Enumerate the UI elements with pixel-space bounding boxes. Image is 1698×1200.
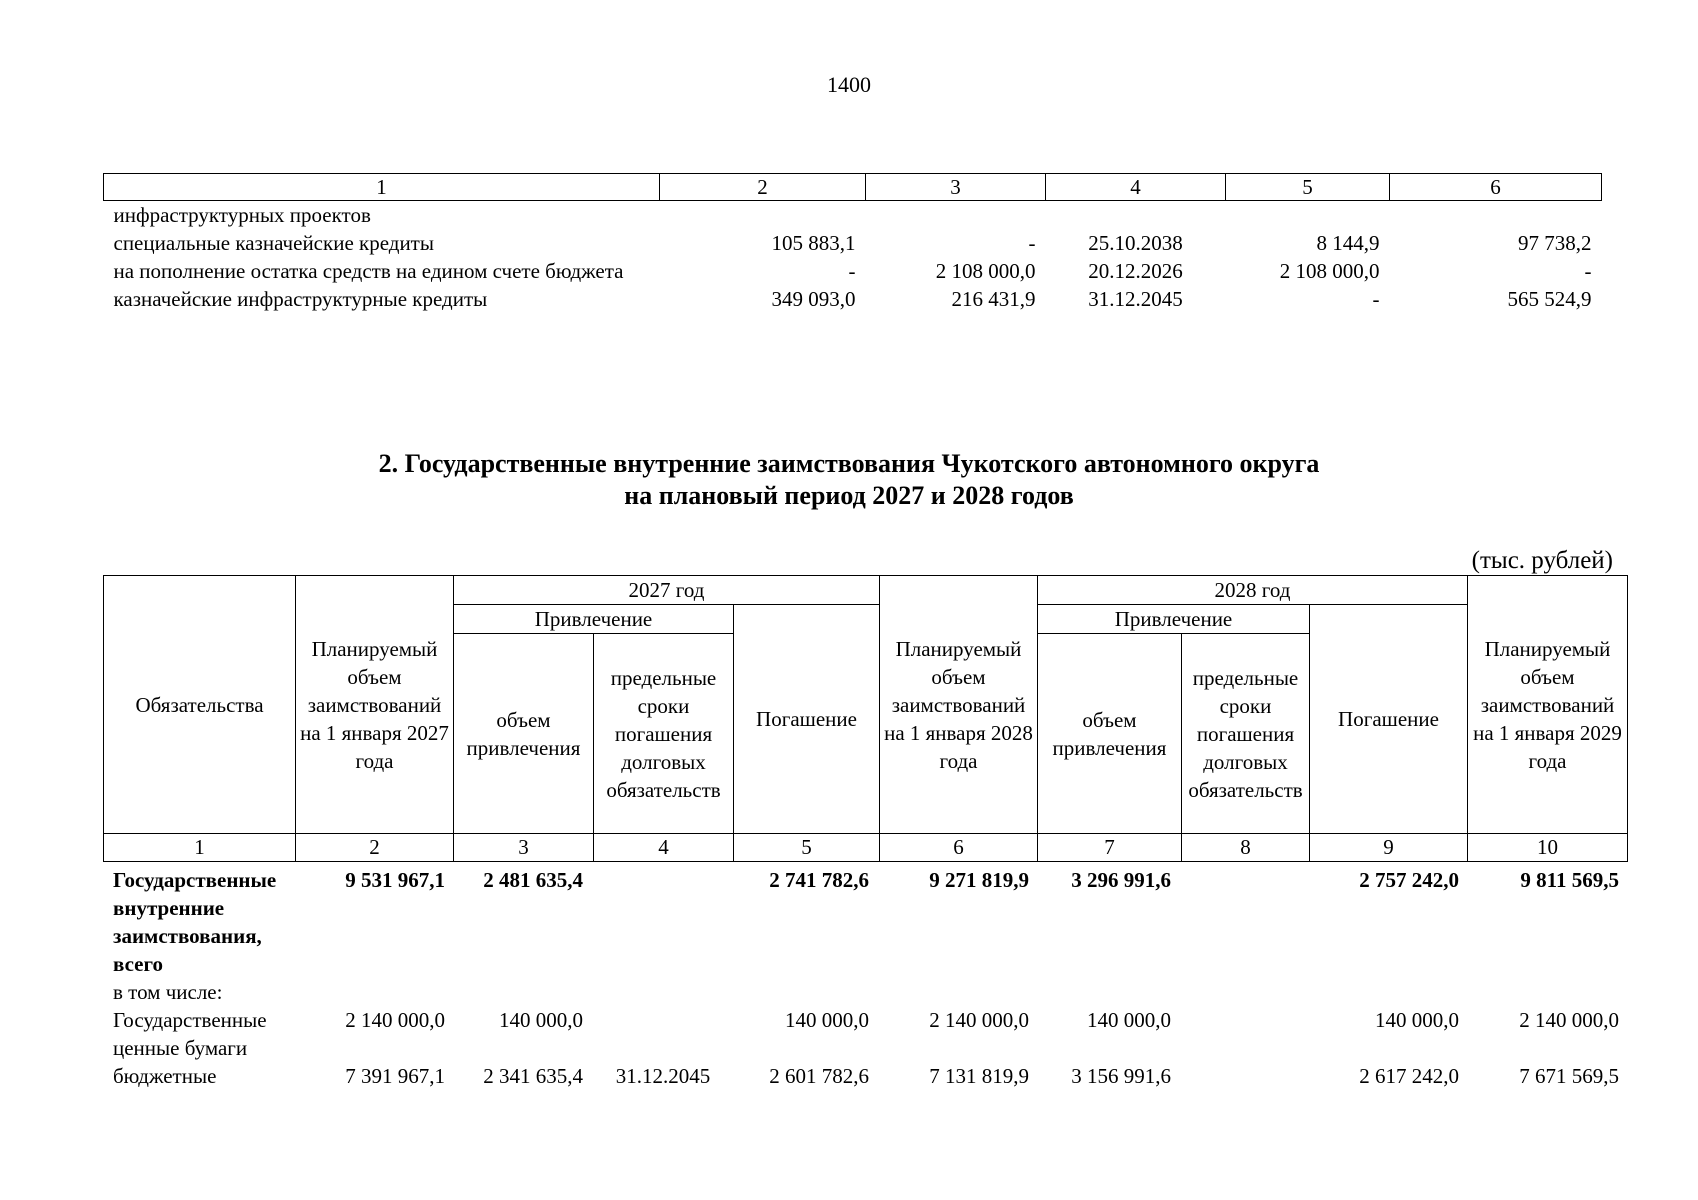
continuation-table xyxy=(103,173,1602,313)
column-number: 10 xyxy=(1468,834,1628,862)
cell xyxy=(733,978,879,1006)
table-row xyxy=(104,285,1602,313)
table-row xyxy=(103,1006,1627,1062)
cell xyxy=(1390,201,1602,230)
header-attraction-2027: Привлечение xyxy=(454,605,734,634)
cell xyxy=(1181,862,1309,978)
cell: 2 108 000,0 xyxy=(935,259,1036,283)
cell: 2 140 000,0 xyxy=(1519,1008,1619,1032)
cell xyxy=(593,862,733,978)
header-repayment-2027: Погашение xyxy=(734,605,880,834)
cell: 565 524,9 xyxy=(1507,287,1592,311)
row-label: Государственные ценные бумаги xyxy=(113,1008,267,1060)
header-attraction-2028: Привлечение xyxy=(1038,605,1310,634)
cell: 25.10.2038 xyxy=(1088,231,1183,255)
cell xyxy=(1181,978,1309,1006)
cell xyxy=(593,978,733,1006)
cell: 9 271 819,9 xyxy=(929,868,1029,892)
cell: 9 531 967,1 xyxy=(345,868,445,892)
cell: 9 811 569,5 xyxy=(1520,868,1619,892)
cell: 97 738,2 xyxy=(1518,231,1592,255)
cell: 140 000,0 xyxy=(499,1008,583,1032)
table-row-total xyxy=(103,862,1627,978)
cell: 105 883,1 xyxy=(771,231,856,255)
header-volume-2028: объем привлечения xyxy=(1038,634,1182,834)
cell: - xyxy=(1028,231,1036,255)
column-number: 1 xyxy=(104,834,296,862)
cell: 2 108 000,0 xyxy=(1279,259,1380,283)
row-label: Государственные внутренние заимствования, всего xyxy=(113,868,277,976)
column-number: 4 xyxy=(594,834,734,862)
cell xyxy=(866,201,1046,230)
cell: 3 156 991,6 xyxy=(1071,1064,1171,1088)
cell: 2 341 635,4 xyxy=(483,1064,583,1088)
header-planned-2029: Планируемый объем заимствований на 1 января 2029 года xyxy=(1468,576,1628,834)
row-label: казначейские инфраструктурные кредиты xyxy=(113,287,488,311)
row-label: специальные казначейские кредиты xyxy=(113,231,434,255)
cell xyxy=(1046,201,1226,230)
column-number: 6 xyxy=(1390,174,1602,201)
cell: 2 140 000,0 xyxy=(345,1008,445,1032)
header-year-2028: 2028 год xyxy=(1038,576,1468,605)
cell: 216 431,9 xyxy=(951,287,1036,311)
column-number: 2 xyxy=(660,174,866,201)
cell: 2 757 242,0 xyxy=(1359,868,1459,892)
table-row xyxy=(103,978,1627,1006)
column-number: 6 xyxy=(880,834,1038,862)
page-number: 1400 xyxy=(827,72,871,97)
cell: - xyxy=(1584,259,1592,283)
cell: 3 296 991,6 xyxy=(1071,868,1171,892)
header-repayment-2028: Погашение xyxy=(1310,605,1468,834)
cell xyxy=(453,978,593,1006)
cell xyxy=(1181,1006,1309,1062)
header-planned-2027: Планируемый объем заимствований на 1 января 2027 года xyxy=(296,576,454,834)
cell xyxy=(1467,978,1627,1006)
cell xyxy=(879,978,1037,1006)
cell xyxy=(1309,978,1467,1006)
section-title-line2: на плановый период 2027 и 2028 годов xyxy=(624,481,1074,510)
cell: 7 391 967,1 xyxy=(345,1064,445,1088)
column-number: 9 xyxy=(1310,834,1468,862)
cell xyxy=(1037,978,1181,1006)
row-label: в том числе: xyxy=(113,980,223,1004)
row-label: на пополнение остатка средств на едином счете бюджета xyxy=(113,259,624,283)
cell: 140 000,0 xyxy=(785,1008,869,1032)
column-number: 5 xyxy=(1226,174,1390,201)
cell: 7 671 569,5 xyxy=(1519,1064,1619,1088)
cell: - xyxy=(1372,287,1380,311)
section-title-line1: 2. Государственные внутренние заимствования Чукотского автономного округа xyxy=(378,449,1320,478)
table-row xyxy=(103,1062,1627,1090)
cell: 2 140 000,0 xyxy=(929,1008,1029,1032)
column-number: 5 xyxy=(734,834,880,862)
cell: - xyxy=(848,259,856,283)
cell: 31.12.2045 xyxy=(1088,287,1183,311)
column-number: 2 xyxy=(296,834,454,862)
cell: 2 741 782,6 xyxy=(769,868,869,892)
cell: 7 131 819,9 xyxy=(929,1064,1029,1088)
cell xyxy=(593,1006,733,1062)
column-number: 7 xyxy=(1038,834,1182,862)
cell: 8 144,9 xyxy=(1316,231,1380,255)
table-row xyxy=(104,229,1602,257)
row-label: бюджетные xyxy=(113,1064,217,1088)
header-planned-2028: Планируемый объем заимствований на 1 января 2028 года xyxy=(880,576,1038,834)
column-number: 3 xyxy=(866,174,1046,201)
cell xyxy=(1181,1062,1309,1090)
cell: 2 617 242,0 xyxy=(1359,1064,1459,1088)
cell: 2 481 635,4 xyxy=(483,868,583,892)
column-number: 3 xyxy=(454,834,594,862)
header-terms-2028: предельные сроки погашения долговых обязательств xyxy=(1182,634,1310,834)
cell xyxy=(295,978,453,1006)
column-number: 1 xyxy=(104,174,660,201)
row-label: инфраструктурных проектов xyxy=(113,203,371,227)
column-number-row xyxy=(103,833,1628,862)
cell xyxy=(660,201,866,230)
cell: 349 093,0 xyxy=(771,287,856,311)
section-title xyxy=(0,448,1698,512)
header-volume-2027: объем привлечения xyxy=(454,634,594,834)
cell: 20.12.2026 xyxy=(1088,259,1183,283)
header-year-2027: 2027 год xyxy=(454,576,880,605)
cell: 140 000,0 xyxy=(1375,1008,1459,1032)
table-row xyxy=(104,257,1602,285)
column-number: 8 xyxy=(1182,834,1310,862)
cell: 140 000,0 xyxy=(1087,1008,1171,1032)
cell: 2 601 782,6 xyxy=(769,1064,869,1088)
header-obligations: Обязательства xyxy=(104,576,296,834)
column-number-row xyxy=(104,174,1602,201)
header-terms-2027: предельные сроки погашения долговых обязательств xyxy=(594,634,734,834)
borrowings-table-header xyxy=(103,575,1628,834)
cell xyxy=(1226,201,1390,230)
units-label: (тыс. рублей) xyxy=(1471,547,1613,574)
borrowings-table-body xyxy=(103,862,1627,1090)
table-row xyxy=(104,201,1602,230)
cell: 31.12.2045 xyxy=(615,1064,711,1088)
column-number: 4 xyxy=(1046,174,1226,201)
